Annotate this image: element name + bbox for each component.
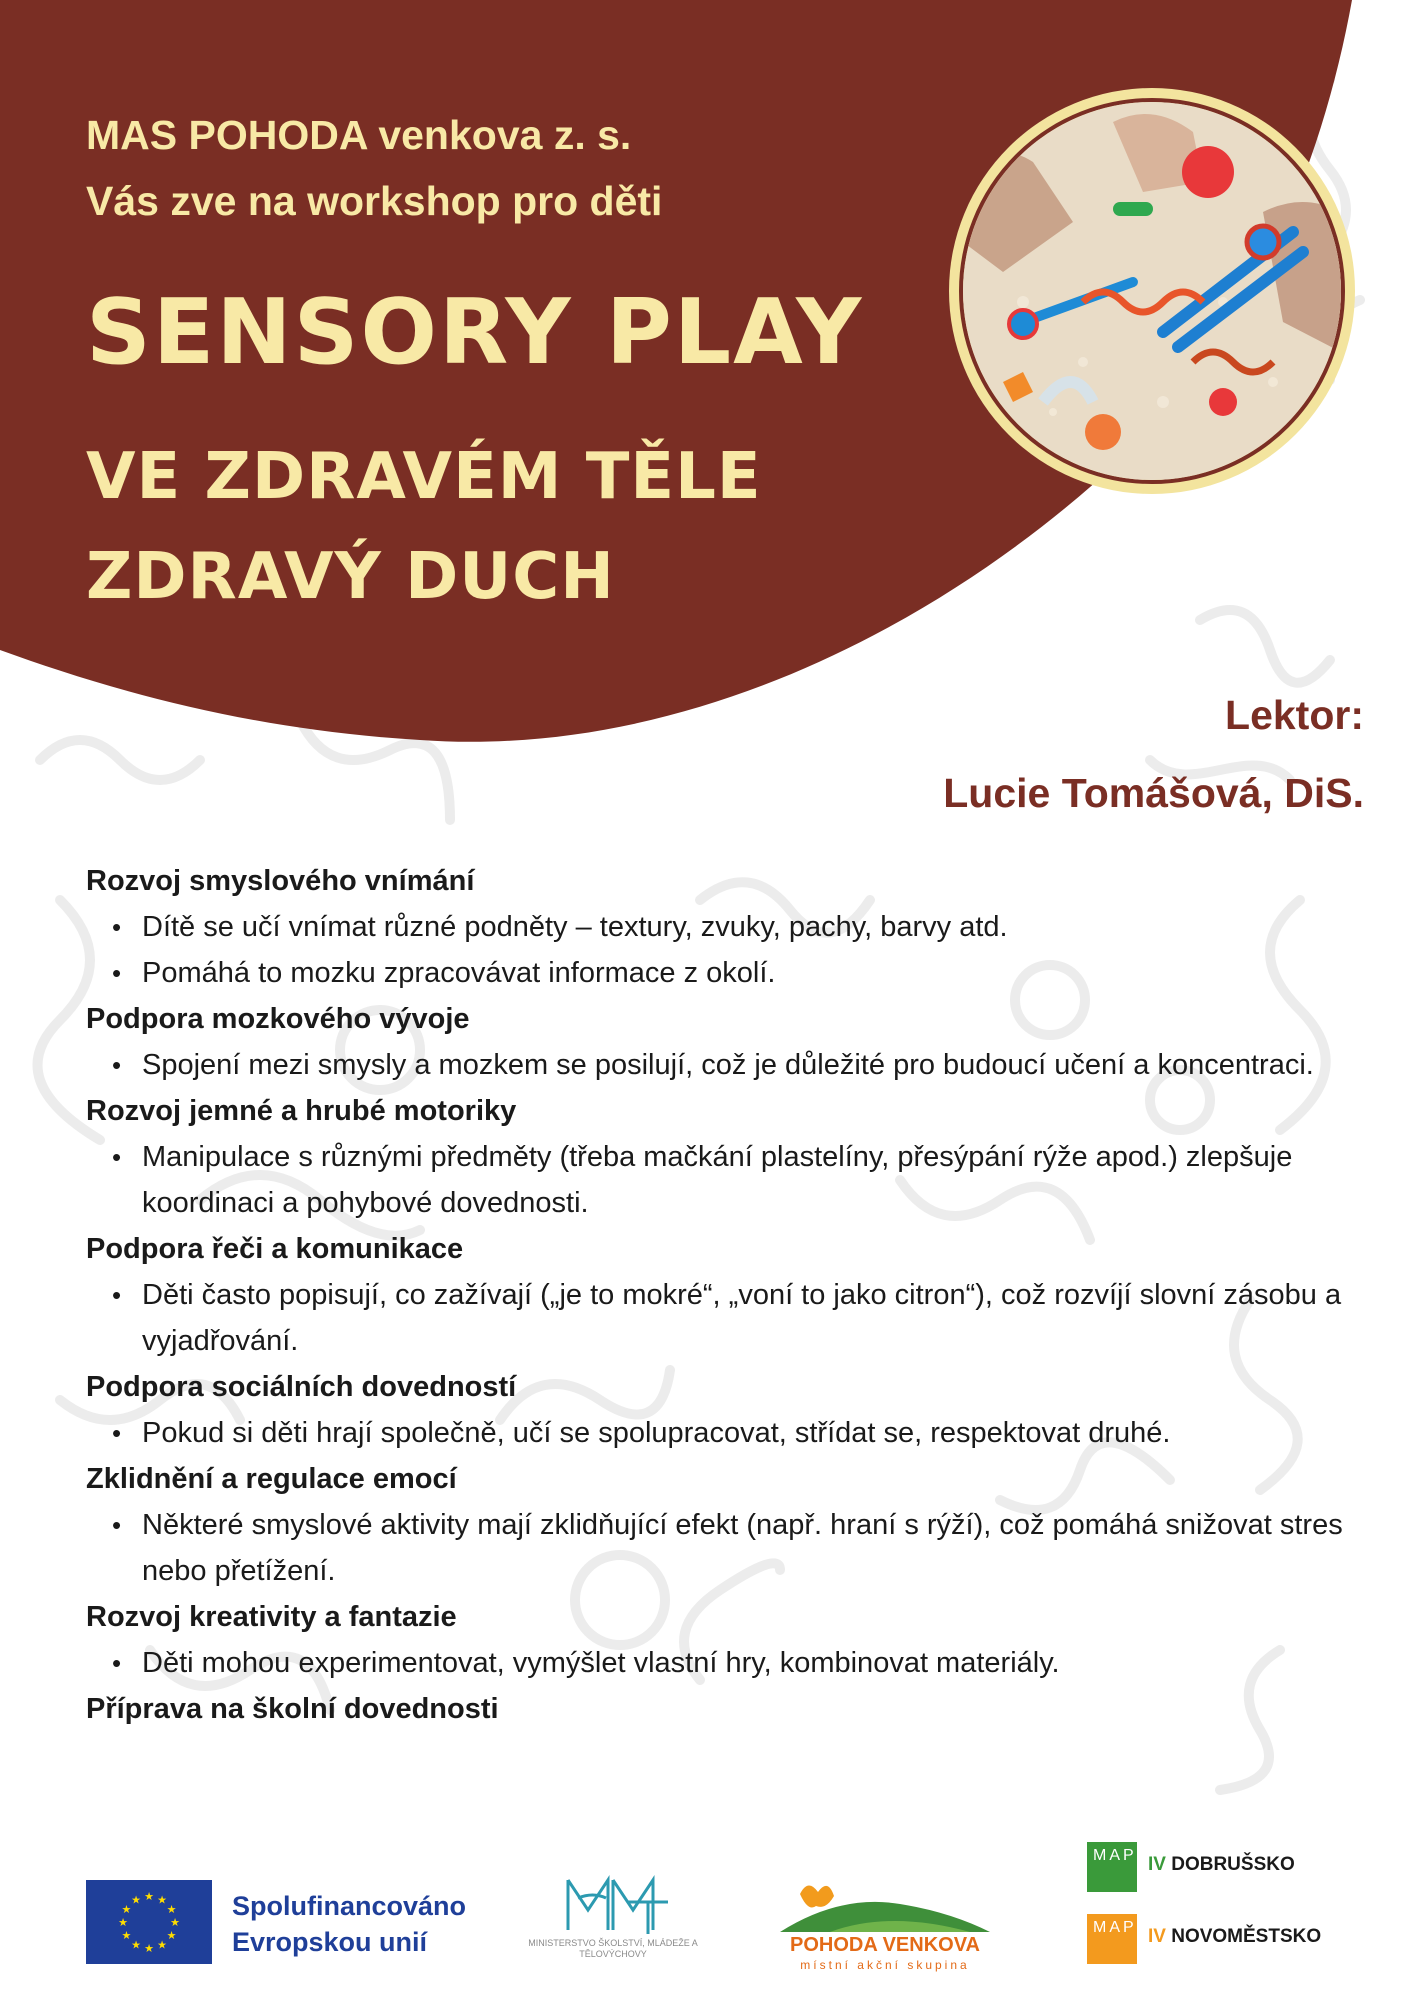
- map-novomestsko-label: [1148, 1926, 1321, 1948]
- footer-logos: [0, 1810, 1414, 2000]
- msmt-logo: [518, 1870, 708, 1980]
- section-bullets: [86, 1134, 1346, 1226]
- section-bullets: [86, 904, 1346, 996]
- map-dobrusko-prefix: IV: [1148, 1854, 1166, 1875]
- photo-frame: [949, 88, 1355, 494]
- map-dobrusko-label: [1148, 1854, 1295, 1876]
- section-bullets: [86, 1272, 1346, 1364]
- section-title: Zklidnění a regulace emocí: [86, 1463, 457, 1495]
- event-subtitle-line2: ZDRAVÝ DUCH: [86, 540, 615, 614]
- section-title: Podpora mozkového vývoje: [86, 1003, 470, 1035]
- msmt-caption: MINISTERSTVO ŠKOLSTVÍ, MLÁDEŽE A TĚLOVÝCHOVY: [528, 1938, 698, 1959]
- eu-star-icon: ★: [166, 1930, 177, 1942]
- bullet-item: • Dítě se učí vnímat různé podněty – textury, zvuky, pachy, barvy atd.: [142, 904, 1346, 950]
- bullet-item: • Děti často popisují, co zažívají („je to mokré“, „voní to jako citron“), což rozvíjí slovní zásobu a vyjadřování.: [142, 1272, 1346, 1364]
- section-bullets: [86, 1502, 1346, 1594]
- eu-star-icon: ★: [121, 1904, 132, 1916]
- event-title: SENSORY PLAY: [86, 280, 864, 385]
- benefits-list: [86, 858, 1346, 1732]
- eu-star-icon: ★: [118, 1917, 128, 1929]
- section-bullets: [86, 1410, 1346, 1456]
- eu-text-line2: Evropskou unií: [232, 1927, 428, 1957]
- section-title: Rozvoj kreativity a fantazie: [86, 1601, 457, 1633]
- eu-star-icon: ★: [170, 1917, 180, 1929]
- map-novomestsko-logo: MAP: [1087, 1914, 1137, 1964]
- map-dobrusko-name: DOBRUŠSKO: [1171, 1854, 1295, 1875]
- section-title: Rozvoj smyslového vnímání: [86, 865, 475, 897]
- eu-star-icon: ★: [166, 1904, 177, 1916]
- event-subtitle-line1: VE ZDRAVÉM TĚLE: [86, 440, 762, 514]
- bullet-item: • Manipulace s různými předměty (třeba mačkání plastelíny, přesýpání rýže apod.) zlepšuje koordinaci a pohybové dovednosti.: [142, 1134, 1346, 1226]
- bullet-item: • Některé smyslové aktivity mají zklidňující efekt (např. hraní s rýží), což pomáhá snižovat stres nebo přetížení.: [142, 1502, 1346, 1594]
- lector-name: Lucie Tomášová, DiS.: [943, 770, 1364, 816]
- eu-star-icon: ★: [157, 1894, 167, 1907]
- map-novomestsko-prefix: IV: [1148, 1926, 1166, 1947]
- bullet-item: • Pomáhá to mozku zpracovávat informace z okolí.: [142, 950, 1346, 996]
- eu-star-icon: ★: [144, 1943, 154, 1955]
- lector-label: Lektor:: [1225, 692, 1364, 738]
- organizer-text: MAS POHODA venkova z. s.: [86, 112, 632, 158]
- eu-star-icon: ★: [131, 1894, 141, 1907]
- section-title: Příprava na školní dovednosti: [86, 1693, 499, 1725]
- pohoda-venkova-tagline: místní akční skupina: [800, 1958, 970, 1972]
- section-title: Podpora řeči a komunikace: [86, 1233, 464, 1265]
- section-title: Podpora sociálních dovedností: [86, 1371, 517, 1403]
- sensory-play-photo: [959, 98, 1345, 484]
- eu-cofunding-text: [232, 1888, 466, 1960]
- map-novomestsko-name: NOVOMĚSTSKO: [1171, 1926, 1322, 1947]
- eu-star-icon: ★: [144, 1891, 154, 1903]
- bullet-item: • Děti mohou experimentovat, vymýšlet vlastní hry, kombinovat materiály.: [142, 1640, 1346, 1686]
- eu-star-icon: ★: [157, 1939, 167, 1952]
- bullet-item: • Pokud si děti hrají společně, učí se spolupracovat, střídat se, respektovat druhé.: [142, 1410, 1346, 1456]
- map-dobrusko-logo: MAP: [1087, 1842, 1137, 1892]
- eu-text-line1: Spolufinancováno: [232, 1891, 467, 1921]
- bullet-item: • Spojení mezi smysly a mozkem se posilují, což je důležité pro budoucí učení a koncentraci.: [142, 1042, 1346, 1088]
- invite-text: Vás zve na workshop pro děti: [86, 178, 663, 224]
- eu-flag-icon: [86, 1880, 212, 1964]
- section-bullets: [86, 1640, 1346, 1686]
- pohoda-venkova-name: POHODA VENKOVA: [789, 1934, 981, 1956]
- eu-star-icon: ★: [121, 1930, 132, 1942]
- section-bullets: [86, 1042, 1346, 1088]
- section-title: Rozvoj jemné a hrubé motoriky: [86, 1095, 517, 1127]
- eu-star-icon: ★: [131, 1939, 141, 1952]
